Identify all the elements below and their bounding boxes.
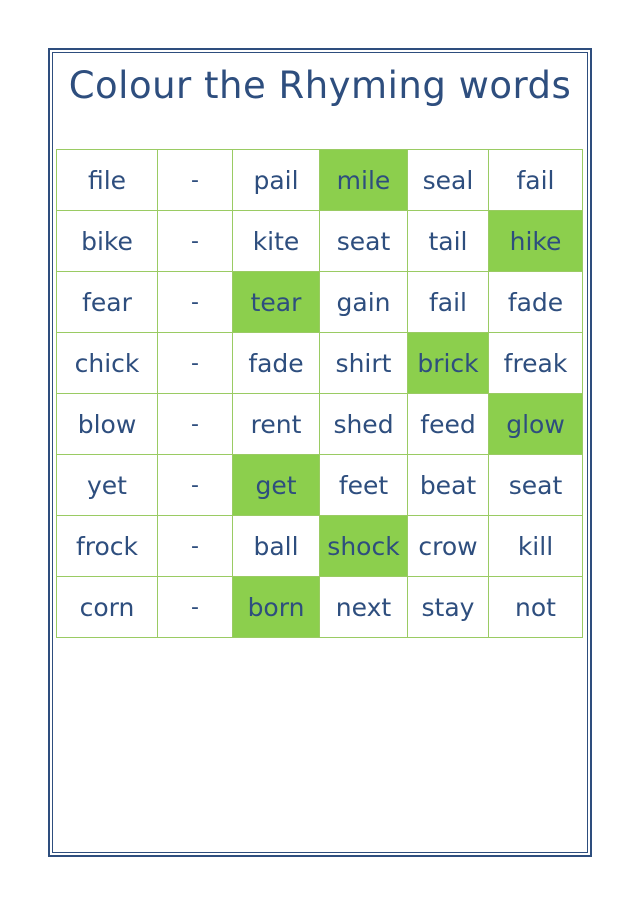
option-cell[interactable]: ball (233, 516, 320, 577)
option-cell[interactable]: rent (233, 394, 320, 455)
target-word-cell: blow (57, 394, 158, 455)
dash-cell: - (158, 272, 233, 333)
target-word-cell: yet (57, 455, 158, 516)
option-cell[interactable]: brick (408, 333, 489, 394)
option-cell[interactable]: pail (233, 150, 320, 211)
target-word-cell: bike (57, 211, 158, 272)
option-cell[interactable]: not (489, 577, 583, 638)
option-cell[interactable]: seat (320, 211, 408, 272)
option-cell[interactable]: glow (489, 394, 583, 455)
option-cell[interactable]: fail (489, 150, 583, 211)
dash-cell: - (158, 333, 233, 394)
dash-cell: - (158, 577, 233, 638)
table-row (57, 211, 583, 272)
dash-cell: - (158, 394, 233, 455)
option-cell[interactable]: fade (233, 333, 320, 394)
option-cell[interactable]: feed (408, 394, 489, 455)
option-cell[interactable]: kill (489, 516, 583, 577)
option-cell[interactable]: seat (489, 455, 583, 516)
worksheet-title: Colour the Rhyming words (68, 64, 572, 107)
dash-cell: - (158, 455, 233, 516)
table-row (57, 333, 583, 394)
option-cell[interactable]: feet (320, 455, 408, 516)
target-word-cell: fear (57, 272, 158, 333)
option-cell[interactable]: gain (320, 272, 408, 333)
option-cell[interactable]: tear (233, 272, 320, 333)
table-row (57, 455, 583, 516)
table-row (57, 394, 583, 455)
target-word-cell: chick (57, 333, 158, 394)
option-cell[interactable]: get (233, 455, 320, 516)
dash-cell: - (158, 150, 233, 211)
target-word-cell: corn (57, 577, 158, 638)
option-cell[interactable]: crow (408, 516, 489, 577)
option-cell[interactable]: hike (489, 211, 583, 272)
option-cell[interactable]: beat (408, 455, 489, 516)
table-row (57, 272, 583, 333)
dash-cell: - (158, 516, 233, 577)
target-word-cell: frock (57, 516, 158, 577)
option-cell[interactable]: mile (320, 150, 408, 211)
option-cell[interactable]: shirt (320, 333, 408, 394)
option-cell[interactable]: fade (489, 272, 583, 333)
option-cell[interactable]: kite (233, 211, 320, 272)
option-cell[interactable]: next (320, 577, 408, 638)
option-cell[interactable]: fail (408, 272, 489, 333)
table-row (57, 516, 583, 577)
dash-cell: - (158, 211, 233, 272)
option-cell[interactable]: shed (320, 394, 408, 455)
target-word-cell: file (57, 150, 158, 211)
option-cell[interactable]: seal (408, 150, 489, 211)
option-cell[interactable]: stay (408, 577, 489, 638)
option-cell[interactable]: born (233, 577, 320, 638)
option-cell[interactable]: shock (320, 516, 408, 577)
option-cell[interactable]: tail (408, 211, 489, 272)
table-row (57, 577, 583, 638)
table-row (57, 150, 583, 211)
rhyming-words-body (57, 150, 583, 638)
option-cell[interactable]: freak (489, 333, 583, 394)
rhyming-words-table (56, 149, 583, 638)
